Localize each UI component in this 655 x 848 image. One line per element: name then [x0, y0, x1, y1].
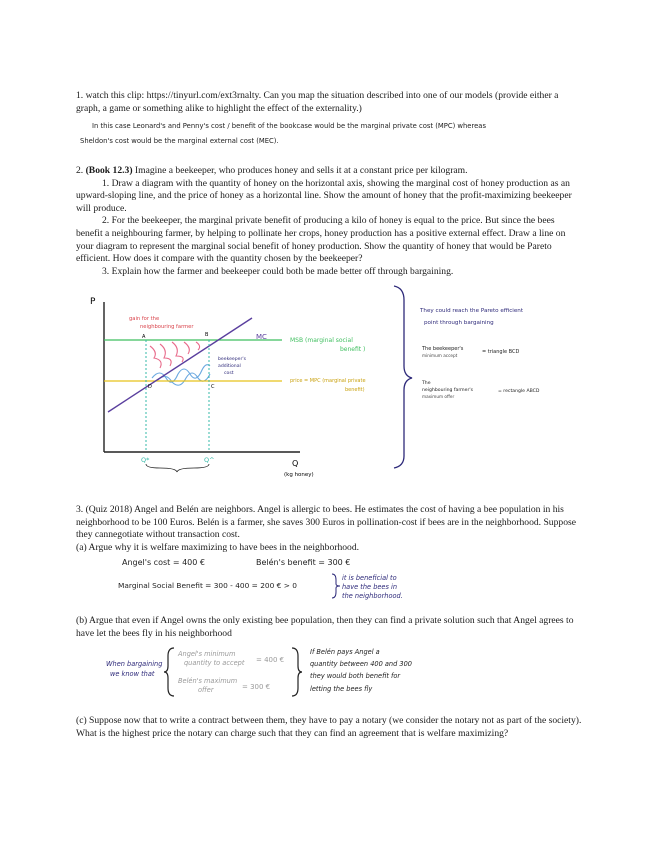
q3-note-3: the neighborhood.	[342, 592, 403, 600]
q2-part1: 1. Draw a diagram with the quantity of honey on the horizontal axis, showing the marginal cost of honey production as an upward-sloping line, and the price of honey as a horizontal line. Show the amount of honey that the profit-maximizing beekeeper will produce.	[76, 177, 572, 214]
gain-label: gain for the	[129, 316, 160, 322]
belen-max-value: = 300 €	[242, 683, 271, 691]
msb-label-2: benefit )	[340, 346, 366, 353]
bargain-2: we know that	[110, 670, 155, 678]
beekeeper-cost-label-2: additional	[218, 364, 241, 369]
y-axis-label: P	[90, 297, 96, 307]
point-a: A	[142, 334, 146, 340]
farmer-value: = rectangle ABCD	[498, 389, 540, 394]
q2-label: 2.	[76, 165, 84, 176]
angel-min-value: = 400 €	[256, 656, 285, 664]
summary-brace	[394, 286, 412, 468]
x-axis-unit: (kg honey)	[284, 472, 314, 478]
note-brace	[330, 572, 342, 600]
belen-max-2: offer	[198, 686, 214, 694]
q1-answer-line1: In this case Leonard's and Penny's cost / benefit of the bookcase would be the marginal private cost (MPC) whereas	[92, 122, 486, 130]
gain-area	[150, 342, 200, 368]
msb-calc: Marginal Social Benefit = 300 - 400 = 200 € > 0	[118, 581, 297, 590]
belen-max-1: Belén's maximum	[178, 677, 238, 685]
q2-part3: 3. Explain how the farmer and beekeeper could both be made better off through bargaining.	[102, 265, 454, 277]
q-hat-label: Q^	[204, 456, 215, 464]
bargain-1: When bargaining	[106, 660, 163, 668]
point-b: B	[205, 332, 209, 338]
price-label-2: benefit)	[345, 387, 365, 393]
q2-intro: Imagine a beekeeper, who produces honey and sells it at a constant price per kilogram.	[134, 165, 468, 176]
q3-a: (a) Argue why it is welfare maximizing to have bees in the neighborhood.	[76, 542, 360, 553]
farmer-2: neighbouring farmer's	[422, 388, 474, 393]
msb-label: MSB (marginal social	[290, 337, 353, 344]
if-3: they would both benefit for	[310, 672, 401, 680]
angel-min-1: Angel's minimum	[178, 650, 236, 658]
side-note-2: point through bargaining	[424, 320, 494, 326]
beekeeper-cost-label: beekeeper's	[218, 357, 247, 362]
point-c: C	[211, 384, 215, 390]
quantity-brace	[146, 464, 209, 472]
q2-book-ref: (Book 12.3)	[85, 165, 133, 176]
mc-label: MC	[256, 333, 267, 341]
side-note-1: They could reach the Pareto efficient	[420, 308, 524, 314]
price-label: price = MPC (marginal private	[290, 378, 366, 384]
q-star-label: Q*	[141, 456, 150, 464]
angel-min-2: quantity to accept	[184, 659, 245, 667]
q3-note-2: have the bees in	[342, 583, 398, 591]
q1-answer-line2: Sheldon's cost would be the marginal external cost (MEC).	[80, 137, 279, 145]
bk-min-value: = triangle BCD	[482, 349, 520, 355]
point-d: D	[148, 384, 152, 390]
q2-part2: 2. For the beekeeper, the marginal private benefit of producing a kilo of honey is equal to the price. But since the bees benefit a neighbouring farmer, by helping to pollinate her crops, honey production has a positive external effect. Draw a line on your diagram to represent the marginal social benefit of honey production. Show the quantity of honey that would be Pareto efficient. How does it compare with the quantity chosen by the beekeeper?	[76, 215, 566, 265]
gain-label-2: neighbouring farmer	[140, 324, 194, 330]
bk-min-2: minimum accept	[422, 353, 458, 358]
q3-intro: 3. (Quiz 2018) Angel and Belén are neighbors. Angel is allergic to bees. He estimates the cost of having a bee population in his neighborhood to be 100 Euros. Belén is a farmer, she saves 300 Euros in pollination-cost if bees are in the neighborhood. Suppose they cannegotiate without transaction cost.	[76, 504, 576, 541]
bk-min-1: The beekeeper's	[422, 346, 464, 352]
q3-b: (b) Argue that even if Angel owns the only existing bee population, then they can find a private solution such that Angel agrees to have let the bees fly in his neighborhood	[76, 615, 574, 639]
q1-text: 1. watch this clip: https://tinyurl.com/ext3rnalty. Can you map the situation described into one of our models (provide either a graph, a game or something alike to highlight the effect of the externality.)	[76, 90, 559, 114]
x-axis-label: Q	[292, 459, 299, 468]
beekeeper-cost-label-3: cost	[224, 371, 234, 376]
farmer-3: maximum offer	[422, 394, 455, 399]
q3-c: (c) Suppose now that to write a contract between them, they have to pay a notary (we consider the notary not as part of the society). What is the highest price the notary can charge such that they can find an agreement that is welfare maximizing?	[76, 715, 582, 739]
if-4: letting the bees fly	[310, 685, 373, 693]
farmer-1: The	[422, 381, 431, 386]
angel-cost: Angel's cost = 400 €	[122, 558, 205, 567]
q3-note-1: it is beneficial to	[342, 574, 397, 582]
if-2: quantity between 400 and 300	[310, 660, 412, 668]
if-1: If Belén pays Angel a	[310, 648, 380, 656]
belen-benefit: Belén's benefit = 300 €	[256, 558, 351, 567]
